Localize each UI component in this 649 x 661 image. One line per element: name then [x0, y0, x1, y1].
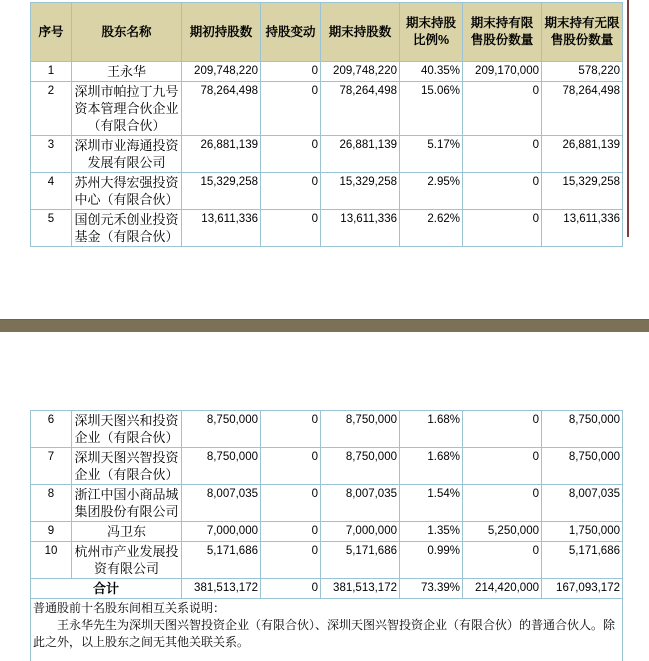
value-cell: 8,007,035 [542, 485, 623, 522]
header-shareholder-name: 股东名称 [72, 3, 182, 62]
value-cell: 0 [463, 210, 542, 247]
value-cell: 0 [261, 485, 321, 522]
value-cell: 1.54% [400, 485, 463, 522]
header-begin-shares: 期初持股数 [182, 3, 261, 62]
value-cell: 7,000,000 [321, 522, 400, 542]
total-end-shares-cell: 381,513,172 [321, 579, 400, 599]
value-cell: 0 [261, 411, 321, 448]
value-cell: 0 [261, 136, 321, 173]
value-cell: 5,171,686 [321, 542, 400, 579]
value-cell: 0 [463, 485, 542, 522]
shareholder-row [31, 411, 623, 448]
shareholder-row [31, 448, 623, 485]
shareholder-row [31, 522, 623, 542]
value-cell: 5,250,000 [463, 522, 542, 542]
value-cell: 0.99% [400, 542, 463, 579]
header-restricted-shares: 期末持有限售股份数量 [463, 3, 542, 62]
shareholder-table-page1 [30, 2, 623, 247]
row-index-cell: 6 [31, 411, 72, 448]
page-separator-band [0, 319, 649, 332]
value-cell: 0 [261, 210, 321, 247]
shareholder-name-cell: 冯卫东 [72, 522, 182, 542]
shareholder-table-page2 [30, 410, 623, 661]
value-cell: 0 [463, 173, 542, 210]
value-cell: 26,881,139 [321, 136, 400, 173]
value-cell: 8,750,000 [321, 448, 400, 485]
value-cell: 15,329,258 [542, 173, 623, 210]
shareholder-name-cell: 深圳天图兴和投资企业（有限合伙） [72, 411, 182, 448]
header-share-change: 持股变动 [261, 3, 321, 62]
relationship-note-row [31, 599, 623, 661]
value-cell: 209,748,220 [321, 62, 400, 82]
header-serial: 序号 [31, 3, 72, 62]
value-cell: 15.06% [400, 82, 463, 136]
shareholder-name-cell: 国创元禾创业投资基金（有限合伙） [72, 210, 182, 247]
header-end-ratio: 期末持股比例% [400, 3, 463, 62]
value-cell: 1.68% [400, 411, 463, 448]
value-cell: 0 [463, 136, 542, 173]
shareholder-row [31, 485, 623, 522]
total-ratio-cell: 73.39% [400, 579, 463, 599]
row-index-cell: 10 [31, 542, 72, 579]
value-cell: 78,264,498 [182, 82, 261, 136]
total-restricted-cell: 214,420,000 [463, 579, 542, 599]
shareholder-name-cell: 浙江中国小商品城集团股份有限公司 [72, 485, 182, 522]
shareholder-name-cell: 杭州市产业发展投资有限公司 [72, 542, 182, 579]
row-index-cell: 2 [31, 82, 72, 136]
row-index-cell: 5 [31, 210, 72, 247]
header-end-shares: 期末持股数 [321, 3, 400, 62]
value-cell: 0 [463, 82, 542, 136]
value-cell: 0 [261, 62, 321, 82]
value-cell: 1.35% [400, 522, 463, 542]
value-cell: 2.95% [400, 173, 463, 210]
value-cell: 5,171,686 [542, 542, 623, 579]
value-cell: 8,750,000 [182, 448, 261, 485]
shareholder-row [31, 173, 623, 210]
total-change-cell: 0 [261, 579, 321, 599]
row-index-cell: 3 [31, 136, 72, 173]
row-index-cell: 1 [31, 62, 72, 82]
value-cell: 8,750,000 [542, 448, 623, 485]
shareholder-name-cell: 王永华 [72, 62, 182, 82]
value-cell: 13,611,336 [321, 210, 400, 247]
shareholder-row [31, 136, 623, 173]
shareholder-row [31, 210, 623, 247]
value-cell: 0 [261, 82, 321, 136]
value-cell: 0 [463, 411, 542, 448]
shareholder-name-cell: 苏州大得宏强投资中心（有限合伙） [72, 173, 182, 210]
value-cell: 26,881,139 [542, 136, 623, 173]
value-cell: 8,750,000 [321, 411, 400, 448]
value-cell: 78,264,498 [321, 82, 400, 136]
value-cell: 8,007,035 [182, 485, 261, 522]
value-cell: 8,750,000 [182, 411, 261, 448]
shareholder-name-cell: 深圳市业海通投资发展有限公司 [72, 136, 182, 173]
total-label-cell: 合计 [31, 579, 182, 599]
value-cell: 13,611,336 [542, 210, 623, 247]
value-cell: 8,007,035 [321, 485, 400, 522]
value-cell: 1,750,000 [542, 522, 623, 542]
value-cell: 7,000,000 [182, 522, 261, 542]
value-cell: 578,220 [542, 62, 623, 82]
total-begin-shares-cell: 381,513,172 [182, 579, 261, 599]
shareholder-name-cell: 深圳市帕拉丁九号资本管理合伙企业（有限合伙） [72, 82, 182, 136]
note-body: 王永华先生为深圳天图兴智投资企业（有限合伙）、深圳天图兴智投资企业（有限合伙）的普通合伙人。除此之外，以上股东之间无其他关联关系。 [33, 618, 616, 649]
value-cell: 0 [463, 448, 542, 485]
value-cell: 8,750,000 [542, 411, 623, 448]
shareholder-row [31, 62, 623, 82]
value-cell: 209,748,220 [182, 62, 261, 82]
value-cell: 26,881,139 [182, 136, 261, 173]
value-cell: 0 [463, 542, 542, 579]
total-unrestricted-cell: 167,093,172 [542, 579, 623, 599]
value-cell: 0 [261, 173, 321, 210]
table-header-row [31, 3, 623, 62]
shareholder-row [31, 542, 623, 579]
value-cell: 5.17% [400, 136, 463, 173]
value-cell: 0 [261, 522, 321, 542]
value-cell: 15,329,258 [182, 173, 261, 210]
value-cell: 78,264,498 [542, 82, 623, 136]
total-row [31, 579, 623, 599]
value-cell: 0 [261, 448, 321, 485]
shareholder-name-cell: 深圳天图兴智投资企业（有限合伙） [72, 448, 182, 485]
value-cell: 209,170,000 [463, 62, 542, 82]
note-title: 普通股前十名股东间相互关系说明： [33, 601, 226, 615]
value-cell: 1.68% [400, 448, 463, 485]
value-cell: 15,329,258 [321, 173, 400, 210]
row-index-cell: 7 [31, 448, 72, 485]
row-index-cell: 9 [31, 522, 72, 542]
value-cell: 0 [261, 542, 321, 579]
value-cell: 5,171,686 [182, 542, 261, 579]
row-index-cell: 4 [31, 173, 72, 210]
revision-marker-line [627, 0, 629, 237]
relationship-note-cell [31, 599, 623, 661]
value-cell: 13,611,336 [182, 210, 261, 247]
value-cell: 40.35% [400, 62, 463, 82]
shareholder-row [31, 82, 623, 136]
row-index-cell: 8 [31, 485, 72, 522]
header-unrestricted-shares: 期末持有无限售股份数量 [542, 3, 623, 62]
value-cell: 2.62% [400, 210, 463, 247]
